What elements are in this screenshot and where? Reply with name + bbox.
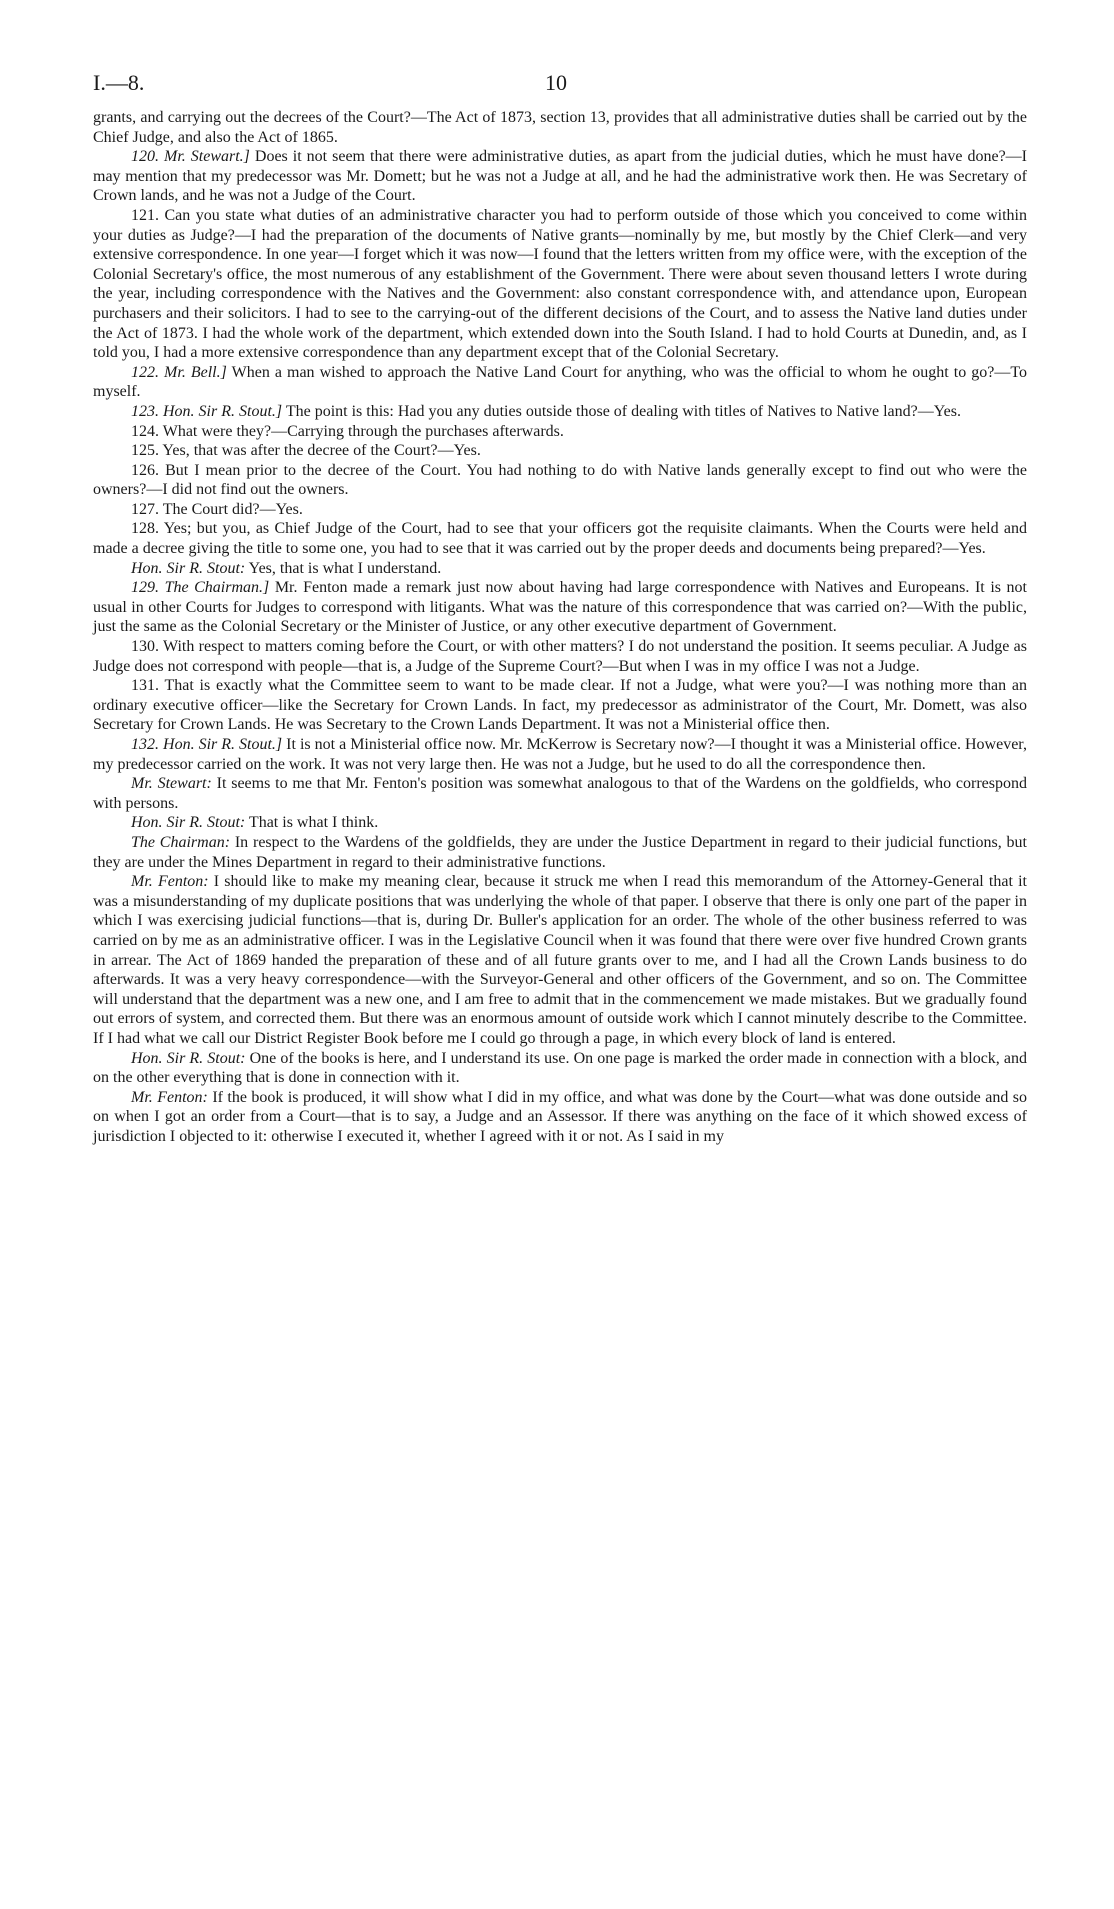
paragraph-text: 126. But I mean prior to the decree of the Court. You had nothing to do with Native lands generally except to find out who were the owners?—I did not find out the owners. [93,461,1027,499]
paragraph [93,872,1027,1048]
document-page [93,70,1027,1146]
paragraph-text: 125. Yes, that was after the decree of the Court?—Yes. [131,442,481,460]
paragraph-text: 128. Yes; but you, as Chief Judge of the Court, had to see that your officers got the requisite claimants. When the Courts were held and made a decree giving the title to some one, you had to see that it was carried out by the proper deeds and documents being prepared?—Yes. [93,520,1027,558]
paragraph [93,500,1027,520]
speaker-label: Mr. Fenton: [131,1088,208,1106]
paragraph [93,147,1027,206]
paragraph [93,735,1027,774]
paragraph-text: I should like to make my meaning clear, because it struck me when I read this memorandum of the Attorney-General that it was a misunderstanding of my duplicate positions that was underlying the whole of that paper. I observe that there is only one part of the paper in which I was exercising judicial functions—that is, during Dr. Buller's application for an order. The whole of the other business referred to was carried on by me as an administrative officer. I was in the Legislative Council when it was found that there were over five hundred Crown grants in arrear. The Act of 1869 handed the preparation of these and of all future grants over to me, and I had all the Crown Lands business to do afterwards. It was a very heavy correspondence—with the Surveyor-General and other officers of the Government, and so on. The Committee will understand that the department was a new one, and I am free to admit that in the commencement we made mistakes. But we gradually found out errors of system, and corrected them. But there was an enormous amount of outside work which I cannot minutely describe to the Committee. If I had what we call our District Register Book before me I could go through a page, in which every block of land is entered. [93,873,1027,1047]
paragraph [93,774,1027,813]
paragraph-text: The point is this: Had you any duties outside those of dealing with titles of Natives to Native land?—Yes. [282,402,962,420]
speaker-label: Hon. Sir R. Stout: [131,559,246,577]
paragraph [93,206,1027,363]
paragraph-text: Mr. Fenton made a remark just now about having had large correspondence with Natives and Europeans. It is not usual in other Courts for Judges to correspond with litigants. What was the nature of this correspondence that was carried on?—With the public, just the same as the Colonial Secretary or the Minister of Justice, or any other executive department of Government. [93,579,1027,636]
paragraph [93,519,1027,558]
speaker-label: Mr. Fenton: [131,873,209,891]
speaker-label: 120. Mr. Stewart.] [131,148,250,166]
paragraph-text: In respect to the Wardens of the goldfields, they are under the Justice Department in regard to their judicial functions, but they are under the Mines Department in regard to their administrative functions. [93,833,1028,871]
paragraph-text: When a man wished to approach the Native Land Court for anything, who was the official to whom he ought to go?—To myself. [93,363,1027,401]
page-body [93,108,1027,1146]
speaker-label: Hon. Sir R. Stout: [131,1049,246,1067]
speaker-label: Hon. Sir R. Stout: [131,814,246,832]
paragraph-text: That is what I think. [245,814,379,832]
page-number: 10 [545,70,567,95]
document-reference: I.—8. [93,70,145,95]
paragraph-text: grants, and carrying out the decrees of the Court?—The Act of 1873, section 13, provides that all administrative duties shall be carried out by the Chief Judge, and also the Act of 1865. [93,109,1027,146]
paragraph [93,441,1027,461]
speaker-label: 122. Mr. Bell.] [131,363,227,381]
paragraph-text: Yes, that is what I understand. [245,559,442,577]
paragraph [93,422,1027,442]
speaker-label: 123. Hon. Sir R. Stout.] [131,402,283,420]
paragraph-text: It seems to me that Mr. Fenton's position was somewhat analogous to that of the Wardens on the goldfields, who correspond with persons. [93,775,1028,812]
paragraph-text: 121. Can you state what duties of an administrative character you had to perform outside of those which you conceived to come within your duties as Judge?—I had the preparation of the documents of Native grants—nominally by me, but mostly by the Chief Clerk—and very extensive correspondence. In one year—I forget which it was now—I found that the letters written from my office were, with the exception of the Colonial Secretary's office, the most numerous of any establishment of the Government. There were about seven thousand letters I wrote during the year, including correspondence with the Natives and the Government: also constant correspondence with, and attendance upon, European purchasers and their solicitors. I had to see to the carrying-out of the different decisions of the Court, and to assess the Native land duties under the Act of 1873. I had the whole work of the department, which extended down into the South Island. I had to hold Courts at Dunedin, and, as I told you, I had a more extensive correspondence than any department except that of the Colonial Secretary. [93,206,1027,362]
paragraph [93,833,1027,872]
speaker-label: The Chairman: [131,833,231,851]
paragraph [93,676,1027,735]
paragraph [93,578,1027,637]
paragraph [93,363,1027,402]
speaker-label: 129. The Chairman.] [131,579,270,597]
paragraph [93,559,1027,579]
paragraph [93,813,1027,833]
paragraph-text: 130. With respect to matters coming before the Court, or with other matters? I do not understand the position. It seems peculiar. A Judge as Judge does not correspond with people—that is, a Judge of the Supreme Court?—But when I was in my office I was not a Judge. [93,638,1027,675]
paragraph-text: 131. That is exactly what the Committee seem to want to be made clear. If not a Judge, what were you?—I was nothing more than an ordinary executive officer—like the Secretary for Crown Lands. In fact, my predecessor as administrator of the Court, Mr. Domett, was also Secretary for Crown Lands. He was Secretary to the Crown Lands Department. It was not a Ministerial office then. [93,677,1027,734]
paragraph-text: One of the books is here, and I understand its use. On one page is marked the order made in connection with a block, and on the other everything that is done in connection with it. [93,1049,1027,1087]
paragraph [93,461,1027,500]
paragraph-text: 127. The Court did?—Yes. [131,500,303,518]
paragraph [93,1088,1027,1147]
paragraph-text: If the book is produced, it will show what I did in my office, and what was done by the Court—what was done outside and so on when I got an order from a Court—that is to say, a Judge and an Assessor. If there was anything on the face of it which showed excess of jurisdiction I objected to it: otherwise I executed it, whether I agreed with it or not. As I said in my [93,1088,1027,1145]
page-header [93,70,1027,108]
paragraph-text: It is not a Ministerial office now. Mr. McKerrow is Secretary now?—I thought it was a Ministerial office. However, my predecessor carried on the work. It was not very large then. He was not a Judge, but he used to do all the correspondence then. [93,736,1027,773]
paragraph-text: 124. What were they?—Carrying through the purchases afterwards. [131,422,564,440]
paragraph [93,1049,1027,1088]
speaker-label: 132. Hon. Sir R. Stout.] [131,736,283,753]
paragraph [93,637,1027,676]
paragraph [93,108,1027,147]
speaker-label: Mr. Stewart: [131,775,212,793]
paragraph-text: Does it not seem that there were administrative duties, as apart from the judicial duties, which he must have done?—I may mention that my predecessor was Mr. Domett; but he was not a Judge at all, and he had the administrative work then. He was Secretary of Crown lands, and he was not a Judge of the Court. [93,148,1028,205]
paragraph [93,402,1027,422]
